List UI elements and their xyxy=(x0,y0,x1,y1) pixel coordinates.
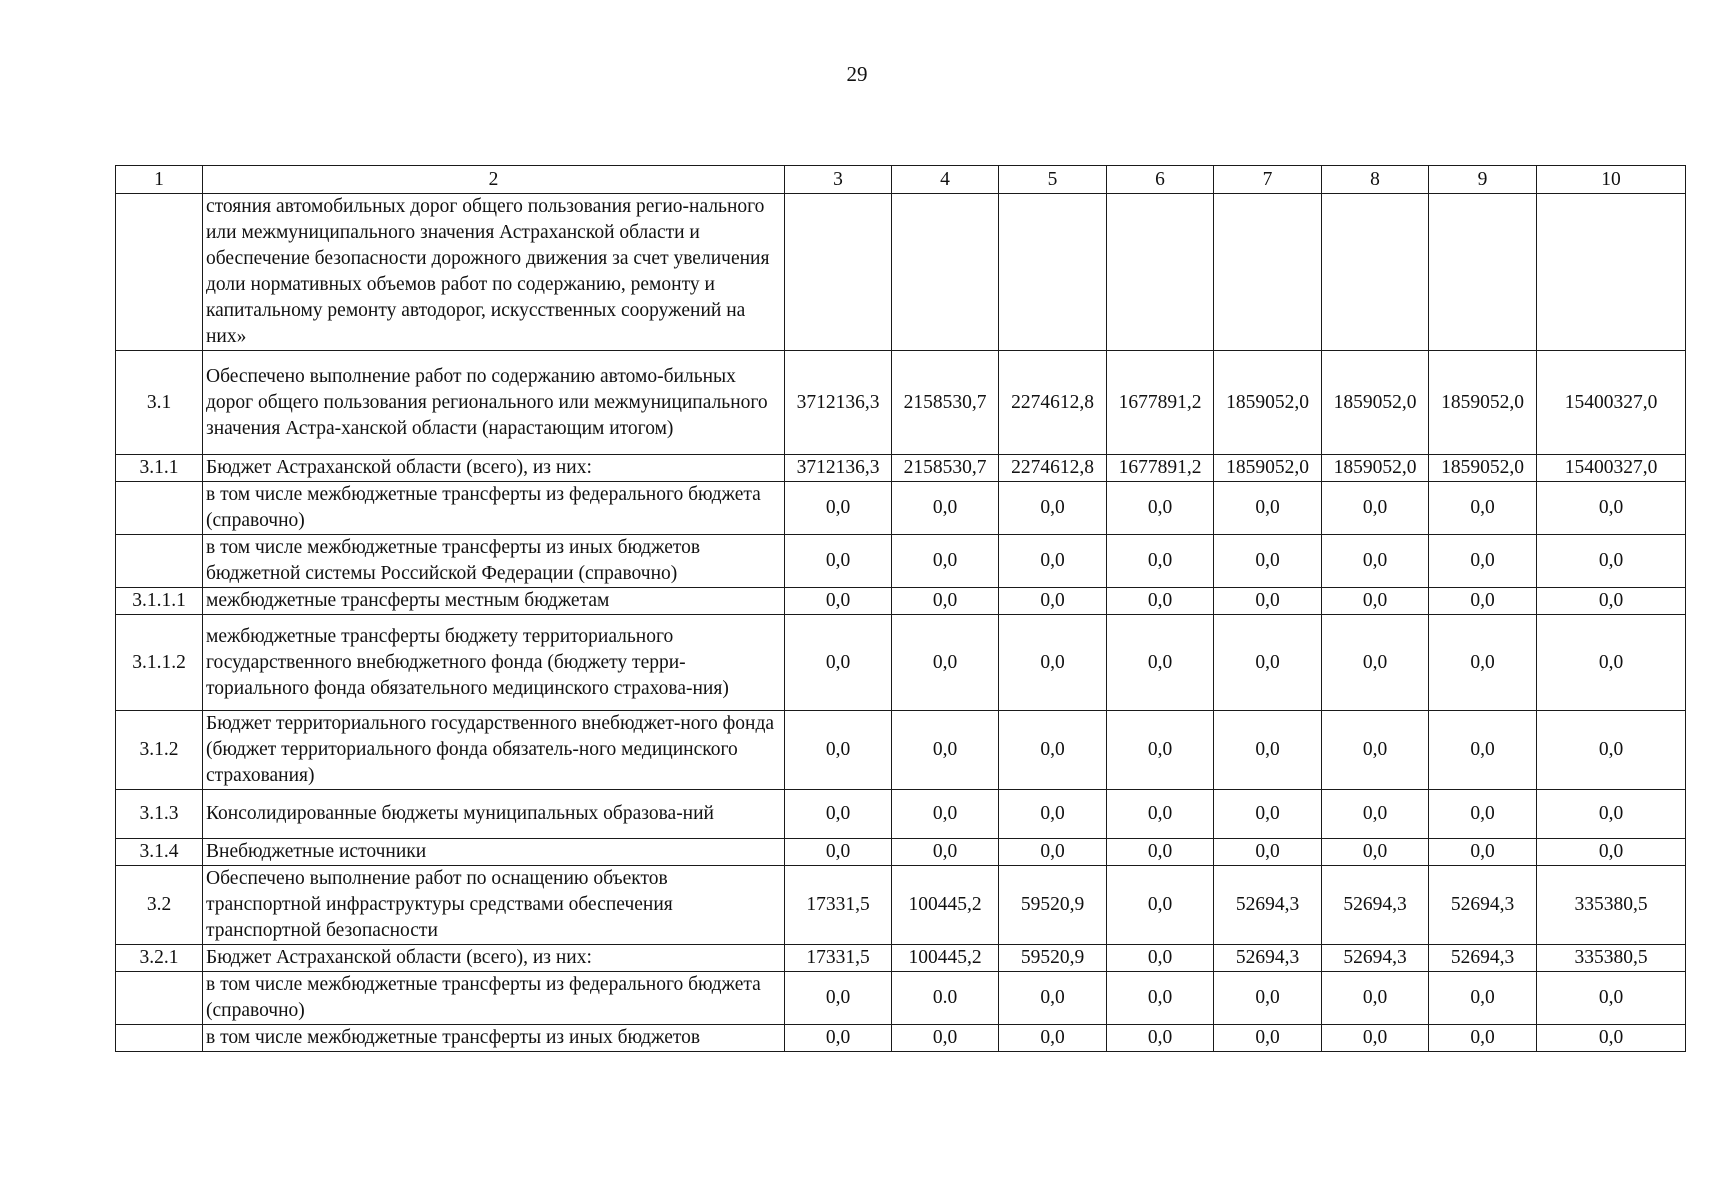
row-description: в том числе межбюджетные трансферты из федерального бюджета (справочно) xyxy=(203,972,785,1025)
value-cell: 0,0 xyxy=(1214,1025,1322,1052)
page-number: 29 xyxy=(846,62,868,86)
value-cell: 3712136,3 xyxy=(785,351,892,455)
value-cell: 0,0 xyxy=(1537,839,1686,866)
value-cell: 1677891,2 xyxy=(1107,455,1214,482)
value-cell: 0,0 xyxy=(999,972,1107,1025)
row-description: стояния автомобильных дорог общего пользования регио-нального или межмуниципального значения Астраханской области и обеспечение безопасности дорожного движения за счет увеличения доли нормативных объемов работ по содержанию, ремонту и капитальному ремонту автодорог, искусственных сооружений на них» xyxy=(203,194,785,351)
row-description: Обеспечено выполнение работ по оснащению объектов транспортной инфраструктуры средствами обеспечения транспортной безопасности xyxy=(203,866,785,945)
row-code: 3.1.1.1 xyxy=(116,588,203,615)
value-cell: 52694,3 xyxy=(1429,866,1537,945)
value-cell: 0,0 xyxy=(892,588,999,615)
value-cell: 0,0 xyxy=(1214,615,1322,711)
value-cell: 335380,5 xyxy=(1537,945,1686,972)
value-cell: 0,0 xyxy=(1429,588,1537,615)
value-cell: 0,0 xyxy=(785,535,892,588)
value-cell: 0,0 xyxy=(1537,588,1686,615)
value-cell: 0,0 xyxy=(1214,482,1322,535)
value-cell: 15400327,0 xyxy=(1537,351,1686,455)
value-cell: 0,0 xyxy=(1214,535,1322,588)
value-cell xyxy=(1537,194,1686,351)
value-cell: 0,0 xyxy=(1429,972,1537,1025)
row-description: Бюджет Астраханской области (всего), из них: xyxy=(203,945,785,972)
value-cell: 52694,3 xyxy=(1429,945,1537,972)
row-code: 3.1.2 xyxy=(116,711,203,790)
value-cell: 1859052,0 xyxy=(1214,455,1322,482)
value-cell xyxy=(1214,194,1322,351)
table-row xyxy=(116,866,1686,945)
column-header: 8 xyxy=(1322,166,1429,194)
table-row xyxy=(116,972,1686,1025)
value-cell: 0,0 xyxy=(1537,790,1686,839)
value-cell: 3712136,3 xyxy=(785,455,892,482)
value-cell: 0,0 xyxy=(1214,711,1322,790)
value-cell: 0,0 xyxy=(1429,790,1537,839)
row-code xyxy=(116,535,203,588)
value-cell: 15400327,0 xyxy=(1537,455,1686,482)
value-cell: 0,0 xyxy=(1537,482,1686,535)
row-code: 3.1.1 xyxy=(116,455,203,482)
value-cell: 0,0 xyxy=(785,588,892,615)
value-cell xyxy=(1429,194,1537,351)
value-cell: 59520,9 xyxy=(999,866,1107,945)
value-cell: 0,0 xyxy=(1107,482,1214,535)
row-description: межбюджетные трансферты бюджету территориального государственного внебюджетного фонда (бюджету терри-ториального фонда обязательного медицинского страхова-ния) xyxy=(203,615,785,711)
value-cell: 100445,2 xyxy=(892,945,999,972)
value-cell: 0,0 xyxy=(1107,866,1214,945)
value-cell: 0,0 xyxy=(785,482,892,535)
value-cell: 0,0 xyxy=(1537,1025,1686,1052)
value-cell: 0,0 xyxy=(999,839,1107,866)
row-code xyxy=(116,482,203,535)
row-code: 3.1.4 xyxy=(116,839,203,866)
value-cell: 1859052,0 xyxy=(1322,455,1429,482)
row-description: межбюджетные трансферты местным бюджетам xyxy=(203,588,785,615)
budget-table xyxy=(115,165,1686,1052)
column-header: 7 xyxy=(1214,166,1322,194)
value-cell: 0,0 xyxy=(785,839,892,866)
value-cell: 0,0 xyxy=(785,972,892,1025)
value-cell: 0,0 xyxy=(785,711,892,790)
value-cell: 1677891,2 xyxy=(1107,351,1214,455)
row-code: 3.2 xyxy=(116,866,203,945)
table-header-row xyxy=(116,166,1686,194)
value-cell: 0,0 xyxy=(892,790,999,839)
column-header: 4 xyxy=(892,166,999,194)
value-cell: 0,0 xyxy=(1107,535,1214,588)
value-cell: 59520,9 xyxy=(999,945,1107,972)
value-cell: 1859052,0 xyxy=(1429,351,1537,455)
row-code: 3.1.1.2 xyxy=(116,615,203,711)
value-cell: 0,0 xyxy=(1107,972,1214,1025)
column-header: 9 xyxy=(1429,166,1537,194)
value-cell: 0,0 xyxy=(1537,615,1686,711)
row-code xyxy=(116,194,203,351)
table-row xyxy=(116,711,1686,790)
value-cell: 0,0 xyxy=(999,615,1107,711)
column-header: 10 xyxy=(1537,166,1686,194)
row-description: Бюджет территориального государственного внебюджет-ного фонда (бюджет территориального фонда обязатель-ного медицинского страхования) xyxy=(203,711,785,790)
value-cell: 0,0 xyxy=(999,711,1107,790)
row-code: 3.1 xyxy=(116,351,203,455)
table-row xyxy=(116,945,1686,972)
value-cell: 0,0 xyxy=(1429,839,1537,866)
value-cell: 0,0 xyxy=(999,1025,1107,1052)
row-description: в том числе межбюджетные трансферты из иных бюджетов xyxy=(203,1025,785,1052)
value-cell: 2274612,8 xyxy=(999,455,1107,482)
table-row xyxy=(116,455,1686,482)
value-cell: 2158530,7 xyxy=(892,455,999,482)
value-cell: 0,0 xyxy=(1322,790,1429,839)
value-cell: 0,0 xyxy=(892,482,999,535)
value-cell: 0,0 xyxy=(1322,1025,1429,1052)
row-code: 3.2.1 xyxy=(116,945,203,972)
value-cell: 0.0 xyxy=(892,972,999,1025)
value-cell: 1859052,0 xyxy=(1214,351,1322,455)
value-cell: 0,0 xyxy=(1429,535,1537,588)
value-cell: 1859052,0 xyxy=(1322,351,1429,455)
value-cell: 0,0 xyxy=(892,615,999,711)
value-cell: 17331,5 xyxy=(785,945,892,972)
value-cell: 0,0 xyxy=(892,1025,999,1052)
value-cell: 0,0 xyxy=(1107,711,1214,790)
value-cell: 0,0 xyxy=(1322,615,1429,711)
value-cell: 0,0 xyxy=(1214,972,1322,1025)
column-header: 2 xyxy=(203,166,785,194)
value-cell: 0,0 xyxy=(999,535,1107,588)
value-cell: 335380,5 xyxy=(1537,866,1686,945)
table-body xyxy=(116,194,1686,1052)
value-cell: 0,0 xyxy=(1537,711,1686,790)
value-cell: 52694,3 xyxy=(1214,945,1322,972)
value-cell: 0,0 xyxy=(1322,839,1429,866)
table-row xyxy=(116,482,1686,535)
column-header: 1 xyxy=(116,166,203,194)
value-cell: 0,0 xyxy=(1537,535,1686,588)
value-cell: 0,0 xyxy=(1429,711,1537,790)
table-row xyxy=(116,194,1686,351)
value-cell: 1859052,0 xyxy=(1429,455,1537,482)
row-code xyxy=(116,972,203,1025)
value-cell: 52694,3 xyxy=(1214,866,1322,945)
value-cell: 0,0 xyxy=(785,790,892,839)
value-cell: 0,0 xyxy=(785,1025,892,1052)
table-row xyxy=(116,535,1686,588)
row-code: 3.1.3 xyxy=(116,790,203,839)
value-cell: 0,0 xyxy=(1429,482,1537,535)
value-cell: 0,0 xyxy=(1107,615,1214,711)
value-cell: 0,0 xyxy=(1107,790,1214,839)
column-header: 3 xyxy=(785,166,892,194)
table-row xyxy=(116,588,1686,615)
value-cell: 2158530,7 xyxy=(892,351,999,455)
row-code xyxy=(116,1025,203,1052)
value-cell xyxy=(1107,194,1214,351)
value-cell: 0,0 xyxy=(1107,839,1214,866)
row-description: в том числе межбюджетные трансферты из иных бюджетов бюджетной системы Российской Федерации (справочно) xyxy=(203,535,785,588)
value-cell: 0,0 xyxy=(1322,482,1429,535)
table-row xyxy=(116,790,1686,839)
value-cell: 2274612,8 xyxy=(999,351,1107,455)
value-cell: 0,0 xyxy=(999,482,1107,535)
table-row xyxy=(116,839,1686,866)
column-header: 6 xyxy=(1107,166,1214,194)
value-cell: 0,0 xyxy=(1107,945,1214,972)
value-cell: 0,0 xyxy=(1214,839,1322,866)
row-description: Консолидированные бюджеты муниципальных образова-ний xyxy=(203,790,785,839)
table-row xyxy=(116,1025,1686,1052)
value-cell: 17331,5 xyxy=(785,866,892,945)
value-cell: 0,0 xyxy=(1107,588,1214,615)
table-row xyxy=(116,615,1686,711)
value-cell: 100445,2 xyxy=(892,866,999,945)
value-cell: 0,0 xyxy=(1429,1025,1537,1052)
value-cell: 0,0 xyxy=(1322,535,1429,588)
value-cell: 0,0 xyxy=(892,711,999,790)
value-cell: 0,0 xyxy=(1322,972,1429,1025)
row-description: в том числе межбюджетные трансферты из федерального бюджета (справочно) xyxy=(203,482,785,535)
value-cell: 0,0 xyxy=(785,615,892,711)
value-cell: 0,0 xyxy=(892,839,999,866)
value-cell: 0,0 xyxy=(1107,1025,1214,1052)
value-cell: 0,0 xyxy=(1214,588,1322,615)
value-cell xyxy=(785,194,892,351)
value-cell: 52694,3 xyxy=(1322,945,1429,972)
value-cell: 52694,3 xyxy=(1322,866,1429,945)
table-row xyxy=(116,351,1686,455)
value-cell xyxy=(999,194,1107,351)
value-cell: 0,0 xyxy=(1537,972,1686,1025)
value-cell: 0,0 xyxy=(1214,790,1322,839)
value-cell: 0,0 xyxy=(1322,588,1429,615)
column-header: 5 xyxy=(999,166,1107,194)
value-cell: 0,0 xyxy=(1322,711,1429,790)
row-description: Внебюджетные источники xyxy=(203,839,785,866)
value-cell: 0,0 xyxy=(892,535,999,588)
value-cell xyxy=(892,194,999,351)
value-cell: 0,0 xyxy=(999,588,1107,615)
value-cell xyxy=(1322,194,1429,351)
value-cell: 0,0 xyxy=(1429,615,1537,711)
row-description: Обеспечено выполнение работ по содержанию автомо-бильных дорог общего пользования регионального или межмуниципального значения Астра-ханской области (нарастающим итогом) xyxy=(203,351,785,455)
row-description: Бюджет Астраханской области (всего), из них: xyxy=(203,455,785,482)
value-cell: 0,0 xyxy=(999,790,1107,839)
